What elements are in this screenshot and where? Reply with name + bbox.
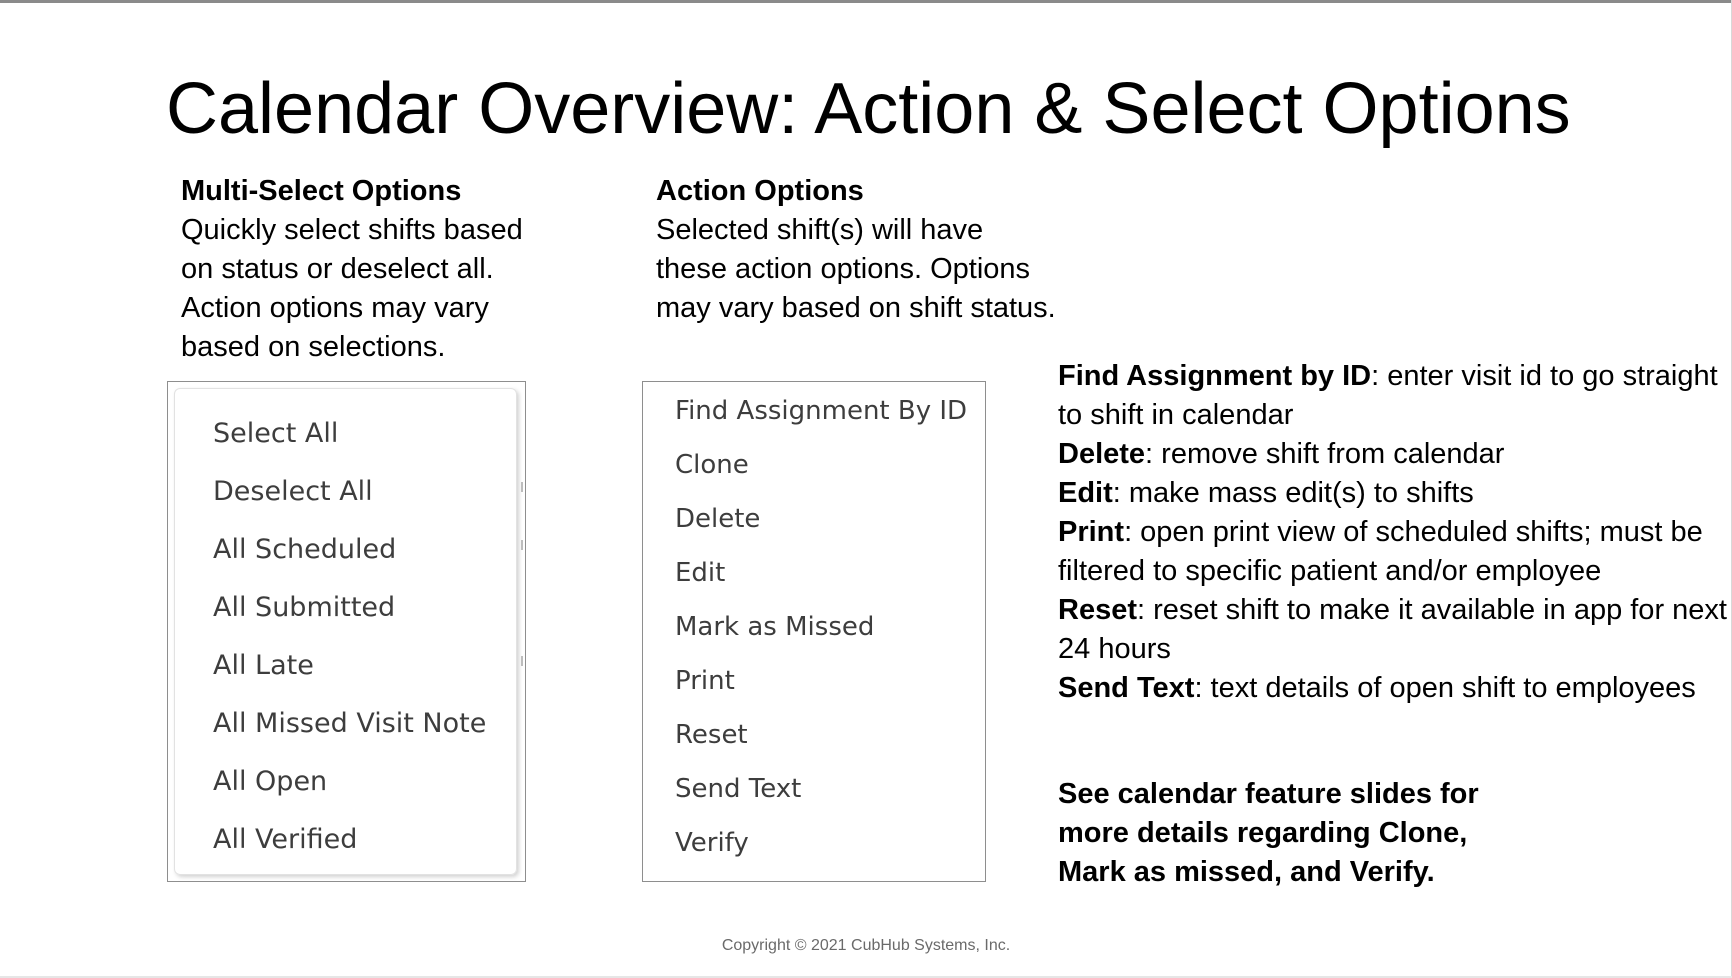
definition-term: Reset <box>1058 594 1137 626</box>
multi-select-description: Quickly select shifts based on status or deselect all. Action options may vary based on selections. <box>181 214 523 363</box>
definition-delete <box>1058 435 1728 474</box>
slide-top-border <box>0 0 1732 3</box>
definition-text: : open print view of scheduled shifts; must be filtered to specific patient and/or employee <box>1058 516 1703 587</box>
background-edge-mark <box>521 482 523 492</box>
menu-item-all-scheduled[interactable]: All Scheduled <box>213 534 397 565</box>
slide-title: Calendar Overview: Action & Select Options <box>166 69 1571 149</box>
definition-term: Delete <box>1058 438 1146 470</box>
multi-select-heading: Multi-Select Options <box>181 175 462 207</box>
menu-item-all-late[interactable]: All Late <box>213 650 314 681</box>
definition-text: : text details of open shift to employees <box>1194 672 1696 704</box>
definition-text: : make mass edit(s) to shifts <box>1112 477 1474 509</box>
menu-item-all-missed-visit-note[interactable]: All Missed Visit Note <box>213 708 487 739</box>
menu-item-deselect-all[interactable]: Deselect All <box>213 476 373 507</box>
definition-term: Send Text <box>1058 672 1195 704</box>
menu-item-all-verified[interactable]: All Verified <box>213 824 358 855</box>
feature-slides-note: See calendar feature slides for more details regarding Clone, Mark as missed, and Verify. <box>1058 778 1479 888</box>
menu-item-select-all[interactable]: Select All <box>213 418 339 449</box>
action-print[interactable]: Print <box>675 666 735 696</box>
action-send-text[interactable]: Send Text <box>675 774 802 804</box>
definition-text: : enter visit id to go straight to shift in calendar <box>1058 360 1718 431</box>
action-options-menu <box>642 381 986 882</box>
background-edge-mark <box>521 540 523 550</box>
definition-print <box>1058 513 1728 591</box>
action-options-description: Selected shift(s) will have these action options. Options may vary based on shift status. <box>656 214 1056 324</box>
definition-send-text <box>1058 669 1728 708</box>
definition-edit <box>1058 474 1728 513</box>
action-delete[interactable]: Delete <box>675 504 761 534</box>
copyright-footer: Copyright © 2021 CubHub Systems, Inc. <box>721 937 1011 954</box>
definition-term: Print <box>1058 516 1125 548</box>
menu-item-all-submitted[interactable]: All Submitted <box>213 592 396 623</box>
action-options-heading: Action Options <box>656 175 864 207</box>
multi-select-menu <box>167 381 526 882</box>
definition-find-assignment <box>1058 357 1728 435</box>
definition-text: : reset shift to make it available in app for next 24 hours <box>1058 594 1727 665</box>
action-edit[interactable]: Edit <box>675 558 726 588</box>
action-mark-as-missed[interactable]: Mark as Missed <box>675 612 875 642</box>
definition-text: : remove shift from calendar <box>1145 438 1505 470</box>
action-find-assignment-by-id[interactable]: Find Assignment By ID <box>675 396 968 426</box>
menu-item-all-open[interactable]: All Open <box>213 766 328 797</box>
multi-select-menu-panel <box>174 388 517 875</box>
definition-reset <box>1058 591 1728 669</box>
action-reset[interactable]: Reset <box>675 720 748 750</box>
action-definitions <box>1058 357 1728 708</box>
action-clone[interactable]: Clone <box>675 450 749 480</box>
definition-term: Find Assignment by ID <box>1058 360 1372 392</box>
background-edge-mark <box>521 656 523 666</box>
definition-term: Edit <box>1058 477 1113 509</box>
action-verify[interactable]: Verify <box>675 828 749 858</box>
